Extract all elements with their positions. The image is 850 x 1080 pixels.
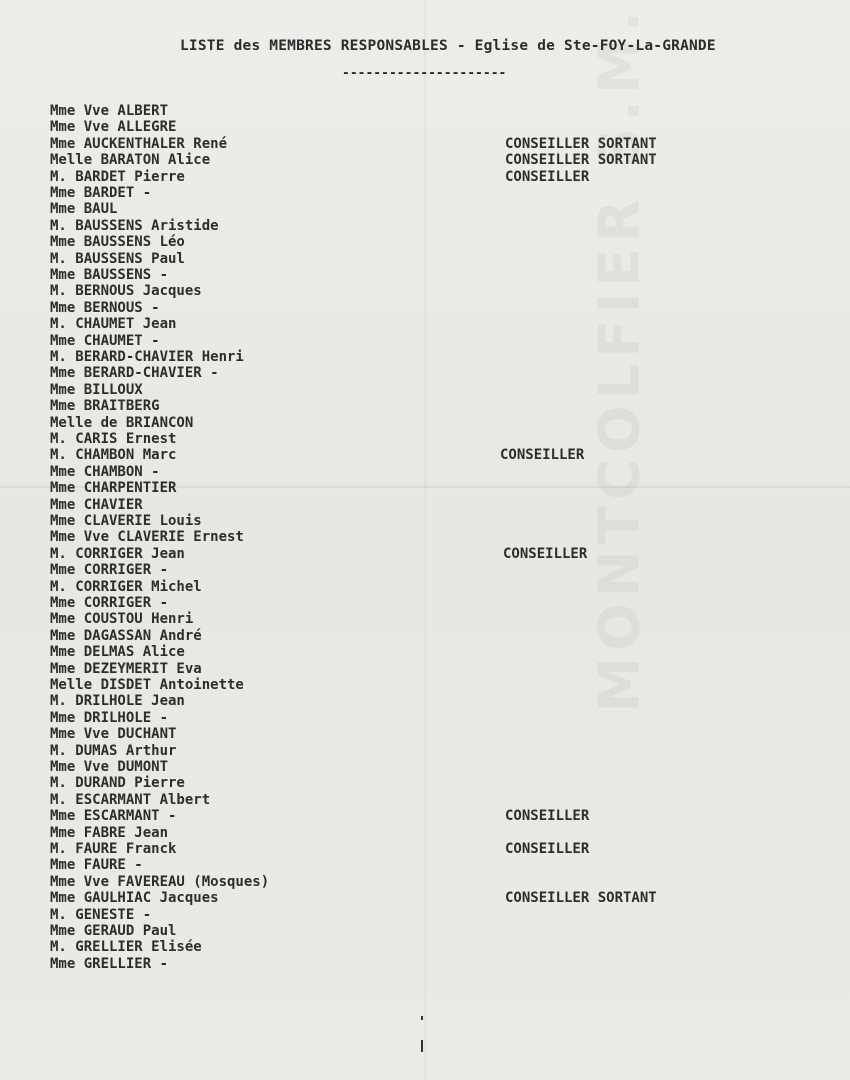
member-name: M. CARIS Ernest — [50, 431, 177, 447]
member-name: M. DRILHOLE Jean — [50, 693, 185, 710]
member-name: Mme BAUSSENS Léo — [50, 234, 185, 251]
member-name: Mme GRELLIER - — [50, 955, 169, 972]
member-name: Mme BARDET - — [50, 185, 152, 201]
member-row — [0, 169, 850, 185]
member-row — [0, 546, 850, 562]
member-row — [0, 874, 850, 890]
member-name: Mme BERARD-CHAVIER - — [50, 365, 219, 382]
member-row — [0, 251, 850, 267]
member-name: Mme CORRIGER - — [50, 595, 169, 611]
member-name: M. GRELLIER Elisée — [50, 939, 202, 956]
member-row — [0, 497, 850, 513]
member-name: M. FAURE Franck — [50, 841, 177, 857]
member-row — [0, 644, 850, 660]
member-name: Mme DELMAS Alice — [50, 644, 185, 661]
member-row — [0, 710, 850, 726]
member-row — [0, 103, 850, 119]
member-name: M. CORRIGER Jean — [50, 545, 185, 562]
member-role: CONSEILLER SORTANT — [505, 890, 657, 907]
member-name: Mme FAURE - — [50, 857, 143, 874]
member-name: M. CHAMBON Marc — [50, 447, 177, 464]
member-name: Mme Vve DUMONT — [50, 759, 169, 775]
member-name: Mme BILLOUX — [50, 381, 143, 398]
member-name: Mme FABRE Jean — [50, 824, 169, 841]
member-role: CONSEILLER — [505, 841, 590, 857]
title-underline: --------------------- — [342, 66, 507, 81]
member-name: Melle de BRIANCON — [50, 414, 194, 431]
member-name: Mme DRILHOLE - — [50, 709, 169, 726]
member-name: Mme Vve FAVEREAU (Mosques) — [50, 873, 270, 890]
member-name: Mme BRAITBERG — [50, 398, 160, 415]
member-row — [0, 939, 850, 955]
member-row — [0, 119, 850, 135]
member-row — [0, 661, 850, 677]
member-row — [0, 562, 850, 578]
member-name: M. CHAUMET Jean — [50, 316, 177, 333]
member-row — [0, 825, 850, 841]
member-row — [0, 152, 850, 168]
member-name: Mme CHARPENTIER — [50, 480, 177, 497]
pen-mark — [421, 1016, 423, 1020]
member-row — [0, 333, 850, 349]
member-name: M. CORRIGER Michel — [50, 578, 202, 595]
member-name: Mme Vve CLAVERIE Ernest — [50, 529, 244, 546]
member-row — [0, 808, 850, 824]
member-name: Mme Vve ALBERT — [50, 103, 169, 119]
member-row — [0, 283, 850, 299]
member-row — [0, 792, 850, 808]
member-role: CONSEILLER — [505, 808, 590, 825]
member-name: Mme BERNOUS - — [50, 299, 160, 316]
member-row — [0, 464, 850, 480]
member-row — [0, 595, 850, 611]
member-name: Mme GERAUD Paul — [50, 923, 177, 939]
member-name: Mme COUSTOU Henri — [50, 611, 194, 628]
member-row — [0, 480, 850, 496]
member-name: M. DUMAS Arthur — [50, 742, 177, 759]
member-row — [0, 611, 850, 627]
member-row — [0, 415, 850, 431]
member-row — [0, 316, 850, 332]
member-row — [0, 775, 850, 791]
member-name: Mme BAUSSENS - — [50, 267, 169, 283]
member-role: CONSEILLER SORTANT — [505, 135, 657, 152]
member-name: M. DURAND Pierre — [50, 775, 185, 792]
member-role: CONSEILLER — [505, 168, 590, 185]
member-row — [0, 398, 850, 414]
member-row — [0, 365, 850, 381]
member-name: Mme CORRIGER - — [50, 562, 169, 579]
member-name: Mme CHAVIER — [50, 496, 143, 513]
member-name: M. GENESTE - — [50, 906, 152, 923]
pen-mark — [421, 1040, 423, 1052]
member-name: Melle DISDET Antoinette — [50, 677, 244, 693]
member-row — [0, 677, 850, 693]
member-row — [0, 300, 850, 316]
member-row — [0, 579, 850, 595]
member-name: Melle BARATON Alice — [50, 152, 211, 169]
member-row — [0, 628, 850, 644]
member-name: Mme CHAUMET - — [50, 332, 160, 349]
member-name: M. BARDET Pierre — [50, 168, 185, 185]
member-row — [0, 907, 850, 923]
member-name: Mme AUCKENTHALER René — [50, 135, 228, 152]
member-row — [0, 513, 850, 529]
member-row — [0, 201, 850, 217]
member-name: M. BERNOUS Jacques — [50, 283, 202, 300]
member-row — [0, 234, 850, 250]
member-row — [0, 349, 850, 365]
member-name: Mme GAULHIAC Jacques — [50, 890, 219, 907]
member-name: M. BAUSSENS Aristide — [50, 217, 219, 234]
member-name: Mme Vve ALLEGRE — [50, 119, 177, 136]
member-row — [0, 743, 850, 759]
member-role: CONSEILLER — [503, 545, 588, 562]
member-name: Mme DAGASSAN André — [50, 627, 202, 644]
member-name: M. ESCARMANT Albert — [50, 791, 211, 808]
member-row — [0, 693, 850, 709]
member-row — [0, 382, 850, 398]
member-name: M. BERARD-CHAVIER Henri — [50, 349, 244, 365]
member-row — [0, 431, 850, 447]
member-row — [0, 726, 850, 742]
member-name: Mme CHAMBON - — [50, 463, 160, 480]
member-row — [0, 759, 850, 775]
member-row — [0, 447, 850, 463]
member-row — [0, 136, 850, 152]
member-row — [0, 890, 850, 906]
member-name: Mme DEZEYMERIT Eva — [50, 660, 202, 677]
member-name: Mme CLAVERIE Louis — [50, 513, 202, 529]
member-row — [0, 857, 850, 873]
member-row — [0, 529, 850, 545]
member-row — [0, 185, 850, 201]
document-title: LISTE des MEMBRES RESPONSABLES - Eglise de Ste-FOY-La-GRANDE — [180, 38, 716, 54]
member-row — [0, 923, 850, 939]
member-row — [0, 218, 850, 234]
member-role: CONSEILLER SORTANT — [505, 152, 657, 169]
member-name: Mme BAUL — [50, 201, 118, 218]
member-name: Mme ESCARMANT - — [50, 808, 177, 825]
member-name: M. BAUSSENS Paul — [50, 250, 185, 267]
member-row — [0, 956, 850, 972]
member-row — [0, 267, 850, 283]
member-name: Mme Vve DUCHANT — [50, 726, 177, 743]
member-role: CONSEILLER — [500, 447, 585, 464]
member-row — [0, 841, 850, 857]
